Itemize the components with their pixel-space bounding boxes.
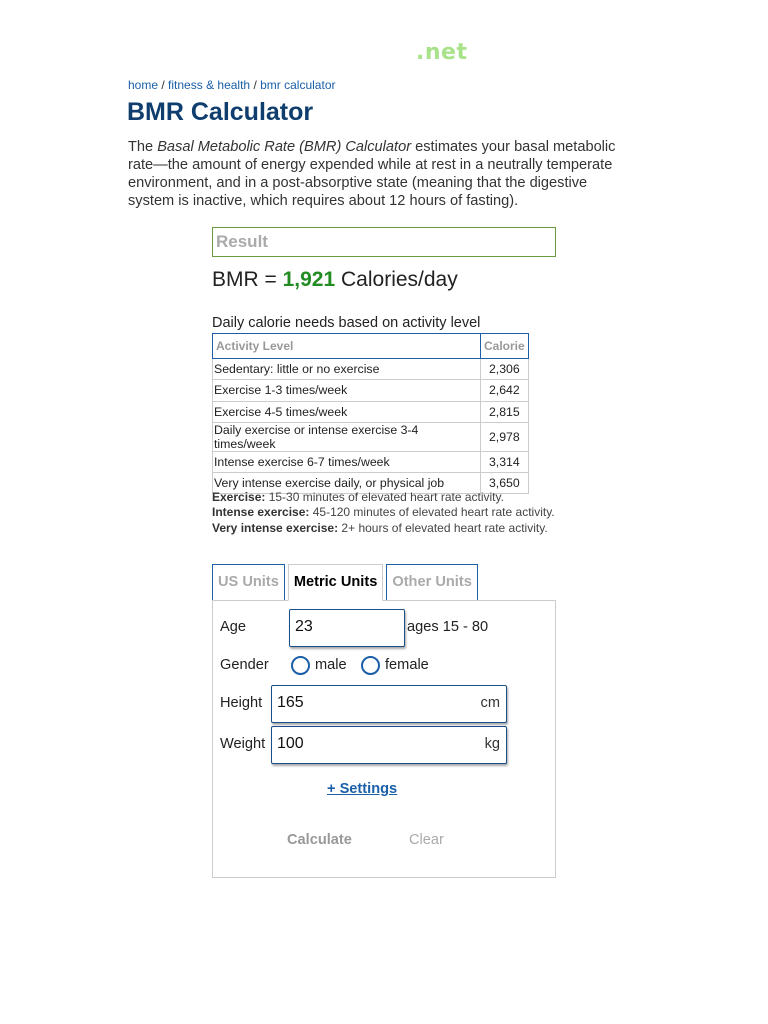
bmr-result <box>212 268 458 292</box>
note-line <box>212 521 555 536</box>
table-row <box>213 380 529 401</box>
activity-cell: Very intense exercise daily, or physical job <box>213 473 481 494</box>
calorie-cell: 2,306 <box>481 359 529 380</box>
calculator-form <box>212 600 556 878</box>
gender-female-radio[interactable] <box>361 656 380 675</box>
activity-cell: Intense exercise 6-7 times/week <box>213 451 481 472</box>
height-value: 165 <box>277 694 304 711</box>
settings-link[interactable]: + Settings <box>327 781 398 797</box>
intro-rest: estimates your basal metabolic rate—the amount of energy expended while at rest in a neutrally temperate environment, and in a post-absorptive state (meaning that the digestive system is inactive, which requires about 12 hours of fasting). <box>128 139 616 209</box>
table-row <box>213 422 529 451</box>
activity-cell: Sedentary: little or no exercise <box>213 359 481 380</box>
tab-us-units[interactable]: US Units <box>212 564 285 601</box>
site-logo[interactable]: .net <box>416 40 468 65</box>
calorie-cell: 3,650 <box>481 473 529 494</box>
weight-unit: kg <box>484 736 500 752</box>
column-header-activity: Activity Level <box>213 334 481 359</box>
note-text: 2+ hours of elevated heart rate activity. <box>338 520 548 535</box>
breadcrumb-separator: / <box>158 78 169 92</box>
weight-label: Weight <box>220 736 266 752</box>
note-text: 45-120 minutes of elevated heart rate activity. <box>309 505 555 520</box>
note-term: Intense exercise: <box>212 505 310 520</box>
breadcrumb-section-link[interactable]: fitness & health <box>168 78 251 92</box>
table-row <box>213 451 529 472</box>
breadcrumb-home-link[interactable]: home <box>128 78 159 92</box>
activity-cell: Daily exercise or intense exercise 3-4 times/week <box>213 422 481 451</box>
note-term: Very intense exercise: <box>212 520 339 535</box>
column-header-calorie: Calorie <box>481 334 529 359</box>
age-input[interactable]: 23 <box>289 609 405 647</box>
calorie-cell: 2,815 <box>481 401 529 422</box>
breadcrumb-separator: / <box>250 78 261 92</box>
calculate-button[interactable]: Calculate <box>287 832 352 848</box>
calorie-cell: 3,314 <box>481 451 529 472</box>
bmr-value: 1,921 <box>282 268 336 291</box>
intro-emphasis: Basal Metabolic Rate (BMR) Calculator <box>157 139 412 155</box>
bmr-unit: Calories/day <box>335 268 458 291</box>
note-text: 15-30 minutes of elevated heart rate activity. <box>265 490 504 504</box>
gender-female-label[interactable]: female <box>385 657 429 673</box>
calorie-cell: 2,642 <box>481 380 529 401</box>
note-line <box>212 490 555 505</box>
activity-cell: Exercise 4-5 times/week <box>213 401 481 422</box>
bmr-prefix: BMR = <box>212 268 283 291</box>
breadcrumb <box>128 78 335 92</box>
table-row <box>213 401 529 422</box>
activity-cell: Exercise 1-3 times/week <box>213 380 481 401</box>
intro-paragraph <box>128 138 628 210</box>
tab-other-units[interactable]: Other Units <box>386 564 477 601</box>
breadcrumb-current-link[interactable]: bmr calculator <box>260 78 336 92</box>
note-term: Exercise: <box>212 490 266 504</box>
age-label: Age <box>220 619 246 635</box>
page-title: BMR Calculator <box>127 98 314 126</box>
activity-table <box>212 333 529 494</box>
activity-table-caption: Daily calorie needs based on activity level <box>212 315 481 331</box>
height-unit: cm <box>480 695 500 711</box>
calorie-cell: 2,978 <box>481 422 529 451</box>
exercise-notes <box>212 490 555 536</box>
height-input[interactable] <box>271 685 507 723</box>
gender-label: Gender <box>220 657 269 673</box>
table-header-row <box>213 334 529 359</box>
gender-male-radio[interactable] <box>291 656 310 675</box>
tab-metric-units[interactable]: Metric Units <box>288 564 384 601</box>
weight-input[interactable] <box>271 726 507 764</box>
clear-button[interactable]: Clear <box>409 832 444 848</box>
gender-male-label[interactable]: male <box>315 657 347 673</box>
table-row <box>213 359 529 380</box>
note-line <box>212 505 555 520</box>
height-label: Height <box>220 695 263 711</box>
weight-value: 100 <box>277 735 304 752</box>
unit-tabs <box>212 564 481 601</box>
intro-prefix: The <box>128 139 158 155</box>
result-header: Result <box>212 227 556 257</box>
age-hint: ages 15 - 80 <box>407 619 489 635</box>
